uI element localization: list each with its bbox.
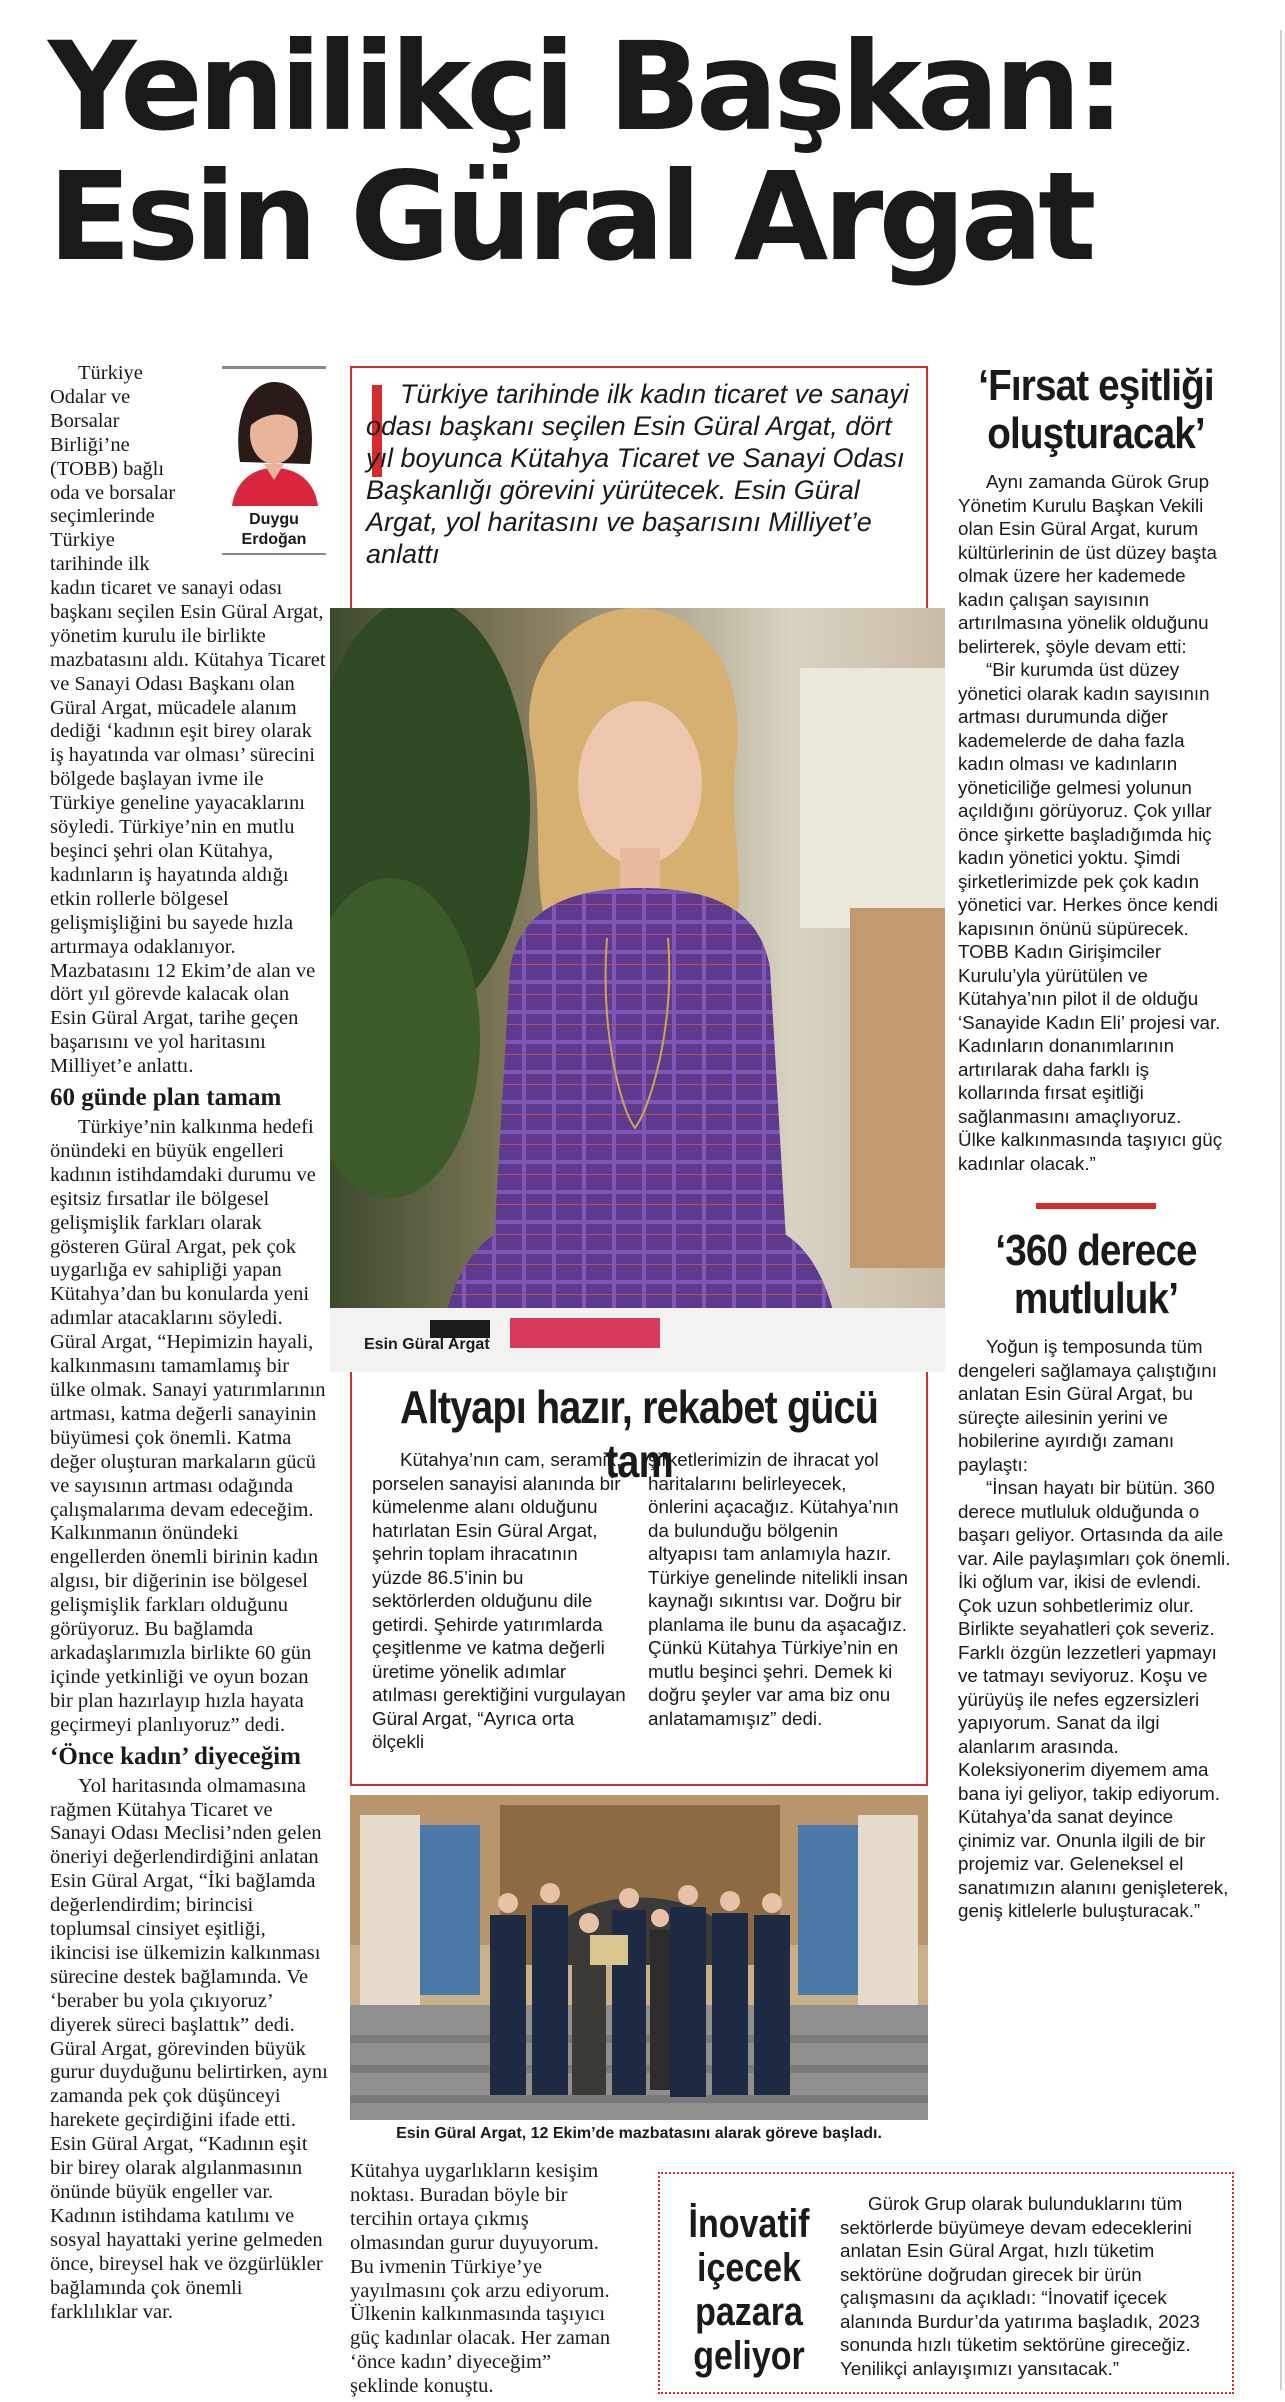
intro-text: kadın ticaret ve sanayi odası başkanı seçilen Esin Güral Argat, yönetim kurulu ile birlikte mazbatasını aldı. Kütahya Ticaret ve Sanayi Odası Başkanı olan Güral Argat, mücadele alanım dediği ‘kadının eşit birey olarak iş hayatında var olması’ sürecini bölgede başlayan ivme ile Türkiye geneline yayacaklarını söyledi. Türkiye’nin en mutlu beşinci şehri olan Kütahya, kadınların iş hayatında aldığı etkin rollerle bölgesel gelişmişliğini bu sayede hızla artırmaya odaklanıyor. Mazbatasını 12 Ekim’de alan ve dört yıl görevde kalacak olan Esin Güral Argat, tarihe geçen başarısını ve yol haritasını Milliyet’e anlattı.: [50, 577, 326, 1078]
headline-line-1: Yenilikçi Başkan:: [48, 16, 1120, 158]
right-heading-2-line-1: ‘360 derece: [995, 1226, 1197, 1275]
main-photo: [330, 608, 945, 1372]
right-intro-1: Aynı zamanda Gürok Grup Yönetim Kurulu Başkan Vekili olan Esin Güral Argat, kurum kültürlerinin de üst düzey başta olmak üzere her kademede kadın çalışan sayısının artırılmasına yönelik olduğunu belirterek, şöyle devam etti:: [958, 471, 1217, 657]
box-title-line: geliyor: [693, 2334, 805, 2378]
right-heading-360: [975, 1227, 1218, 1323]
center-bottom-paragraph: Kütahya uygarlıkların kesişim noktası. Buradan böyle bir tercihin ortaya çıkmış olmasından gurur duyuyorum. Bu ivmenin Türkiye’ye yayılmasını çok arzu ediyorum. Ülkenin kalkınmasında taşıyıcı güç kadınlar olacak. Her zaman ‘önce kadın’ diyeceğim” şeklinde konuştu.: [350, 2160, 611, 2398]
intro-line: Türkiye: [78, 362, 143, 384]
innovative-drink-box: [658, 2172, 1234, 2394]
right-quote-1-end: Ülke kalkınmasında taşıyıcı güç kadınlar olacak.”: [958, 1129, 1223, 1174]
box-title-line: pazara: [695, 2290, 803, 2334]
author-photo: [222, 372, 326, 506]
paragraph-60-days: Türkiye’nin kalkınma hedefi önündeki en büyük engelleri kadının istihdamdaki durumu ve eşitsiz fırsatlar ile bölgesel gelişmişlik farkları olarak gösteren Güral Argat, pek çok uygarlığa ev sahipliği yapan Kütahya’dan bu konularda yeni adımlar atacaklarını söyledi. Güral Argat, “Hepimizin hayali, kalkınmasını tamamlamış bir ülke olmak. Sanayi yatırımlarının artması, katma değerli sanayinin büyümesi çok önemli. Katma değer oluşturan markaların gücü ve sayısının artması odağında çalışmalarıma devam edeceğim. Kalkınmanın önündeki engellerden önemli birinin kadın algısı, bir diğerinin ise bölgesel gelişmişlik farkları olduğunu görüyoruz. Bu bağlamda arkadaşlarımızla birlikte 60 gün içinde yetkinliği ve oyun bozan bir plan hazırlayıp hızla hayata geçirmeyi planlıyoruz” dedi.: [50, 1116, 326, 1736]
group-photo: [350, 1795, 928, 2120]
intro-line: Türkiye: [50, 529, 115, 552]
box-title: [685, 2202, 813, 2378]
page-edge-rule: [1280, 30, 1282, 2390]
left-column: [50, 577, 328, 2324]
intro-line: (TOBB) bağlı: [50, 457, 165, 480]
paragraph-women-first: Yol haritasında olmamasına rağmen Kütahya Ticaret ve Sanayi Odası Meclisi’nden gelen öneriyi değerlendirdiğini anlatan Esin Güral Argat, “İki bağlamda değerlendirdim; birincisi toplumsal cinsiyet eşitliği, ikincisi ise ülkemizin kalkınması sürecine destek bağlamında. Ve ‘beraber bu yola çıkıyoruz’ diyerek süreci başlattık” dedi. Güral Argat, görevinden büyük gurur duyduğunu belirtirken, aynı zamanda pek çok düşünceyi harekete geçirdiğini ifade etti. Esin Güral Argat, “Kadının eşit bir birey olarak algılanmasının önünde büyük engeller var. Kadının istihdama katılımı ve sosyal hayattaki yerine gelmeden önce, bireysel hak ve özgürlükler bağlamında çok önemli farklılıklar var.: [50, 1774, 328, 2323]
right-column: [958, 362, 1234, 1923]
center-column-2: şirketlerimizin de ihracat yol haritalarını belirleyecek, önlerini açacağız. Kütahya’nın da bulunduğu bölgenin altyapısı tam anlamıyla hazır. Türkiye genelinde nitelikli insan kaynağı sıkıntısı var. Doğru bir planlama ile bunu da aşacağız. Çünkü Kütahya Türkiye’nin en mutlu beşinci şehri. Demek ki doğru şeyler var ama biz onu anlatamamışız” dedi.: [648, 1449, 908, 1729]
right-heading-equal-opportunity: [975, 362, 1218, 458]
standfirst: Türkiye tarihinde ilk kadın ticaret ve sanayi odası başkanı seçilen Esin Güral Argat, dört yıl boyunca Kütahya Ticaret ve Sanayi Odası Başkanlığı görevini yürütecek. Esin Güral Argat, yol haritasını ve başarısını Milliyet’e anlattı: [366, 379, 909, 569]
subhead-60-days: 60 günde plan tamam: [50, 1084, 282, 1112]
intro-line: Borsalar: [50, 409, 120, 432]
center-column-1: Kütahya’nın cam, seramik, porselen sanayisi alanında bir kümelenme alanı olduğunu hatırlatan Esin Güral Argat, şehrin toplam ihracatının yüzde 86.5’inin bu sektörlerden olduğunu dile getirdi. Şehirde yatırımlarda çeşitlenme ve katma değerli üretime yönelik adımlar atılması gerektiğini vurgulayan Güral Argat, “Ayrıca orta ölçekli: [372, 1449, 626, 1752]
center-heading: Altyapı hazır, rekabet gücü tam: [399, 1381, 879, 1487]
intro-line: tarihinde ilk: [50, 553, 150, 576]
right-heading-2-line-2: mutluluk’: [1013, 1274, 1179, 1323]
headline: [48, 16, 1238, 288]
box-title-line: içecek: [697, 2246, 801, 2290]
right-divider: [1036, 1203, 1156, 1209]
author-box: [222, 366, 326, 556]
intro-lines: [50, 362, 220, 577]
right-heading-1-line-2: oluşturacak’: [987, 409, 1205, 458]
right-heading-1-line-1: ‘Fırsat eşitliği: [978, 361, 1214, 410]
intro-line: Birliği’ne: [50, 433, 130, 456]
intro-line: oda ve borsalar: [50, 481, 176, 504]
headline-line-2: Esin Güral Argat: [48, 146, 1092, 288]
author-first-name: Duygu: [249, 511, 299, 528]
right-quote-1: “Bir kurumda üst düzey yönetici olarak kadın sayısının artması durumunda diğer kademelerde de daha fazla kadın olması ve kadınların yöneticiliğe gelmesi yolunun açıldığını görüyoruz. Çok yıllar önce şirkette başladığımda hiç kadın yönetici yoktu. Şimdi şirketlerimizde pek çok kadın yönetici var. Herkes önce kendi kapısının önünü süpürecek. TOBB Kadın Girişimciler Kurulu’yla yürütülen ve Kütahya’nın pilot il de olduğu ‘Sanayide Kadın Eli’ projesi var. Kadınların donanımlarının artırılarak daha farklı iş kollarında fırsat eşitliği sağlanmasını amaçlıyoruz.: [958, 659, 1221, 1127]
right-quote-2: “İnsan hayatı bir bütün. 360 derece mutluluk olduğunda o başarı geliyor. Ortasında da aile var. Aile paylaşımları çok önemli. İki oğlum var, ikisi de evlendi. Çok uzun sohbetlerimiz olur. Birlikte seyahatleri çok severiz. Farklı özgün lezzetleri yapmayı ve tatmayı seviyoruz. Koşu ve yürüyüş ile nefes egzersizleri yapıyorum. Sanat da ilgi alanlarım arasında. Koleksiyonerim diyemem ama bana iyi geliyor, takip ediyorum. Kütahya’da sanat deyince çinimiz var. Onunla ilgili de bir projemiz var. Geleneksel el sanatımızın alanını genişleterek, geniş kitlelerle buluşturacak.”: [958, 1477, 1231, 1921]
main-photo-caption: Esin Güral Argat: [364, 1336, 490, 1353]
author-last-name: Erdoğan: [241, 531, 307, 548]
intro-line: Odalar ve: [50, 385, 131, 408]
box-text: Gürok Grup olarak bulunduklarını tüm sektörlerde büyümeye devam edeceklerini anlatan Esin Güral Argat, hızlı tüketim sektörüne doğrudan girecek bir ürün çalışmasını da açıkladı: “İnovatif içecek alanında Burdur’da yatırıma başladık, 2023 sonunda hızlı tüketim sektörüne gireceğiz. Yenilikçi anlayışımızı yansıtacak.”: [840, 2193, 1200, 2379]
box-title-line: İnovatif: [688, 2202, 810, 2246]
right-intro-2: Yoğun iş temposunda tüm dengeleri sağlamaya çalıştığını anlatan Esin Güral Argat, bu süreçte ailesinin yerini ve hobilerine ayırdığı zamanı paylaştı:: [958, 1336, 1217, 1475]
group-photo-caption: Esin Güral Argat, 12 Ekim’de mazbatasını alarak göreve başladı.: [396, 2125, 882, 2142]
intro-line: seçimlerinde: [50, 505, 155, 528]
subhead-women-first: ‘Önce kadın’ diyeceğim: [50, 1742, 301, 1770]
